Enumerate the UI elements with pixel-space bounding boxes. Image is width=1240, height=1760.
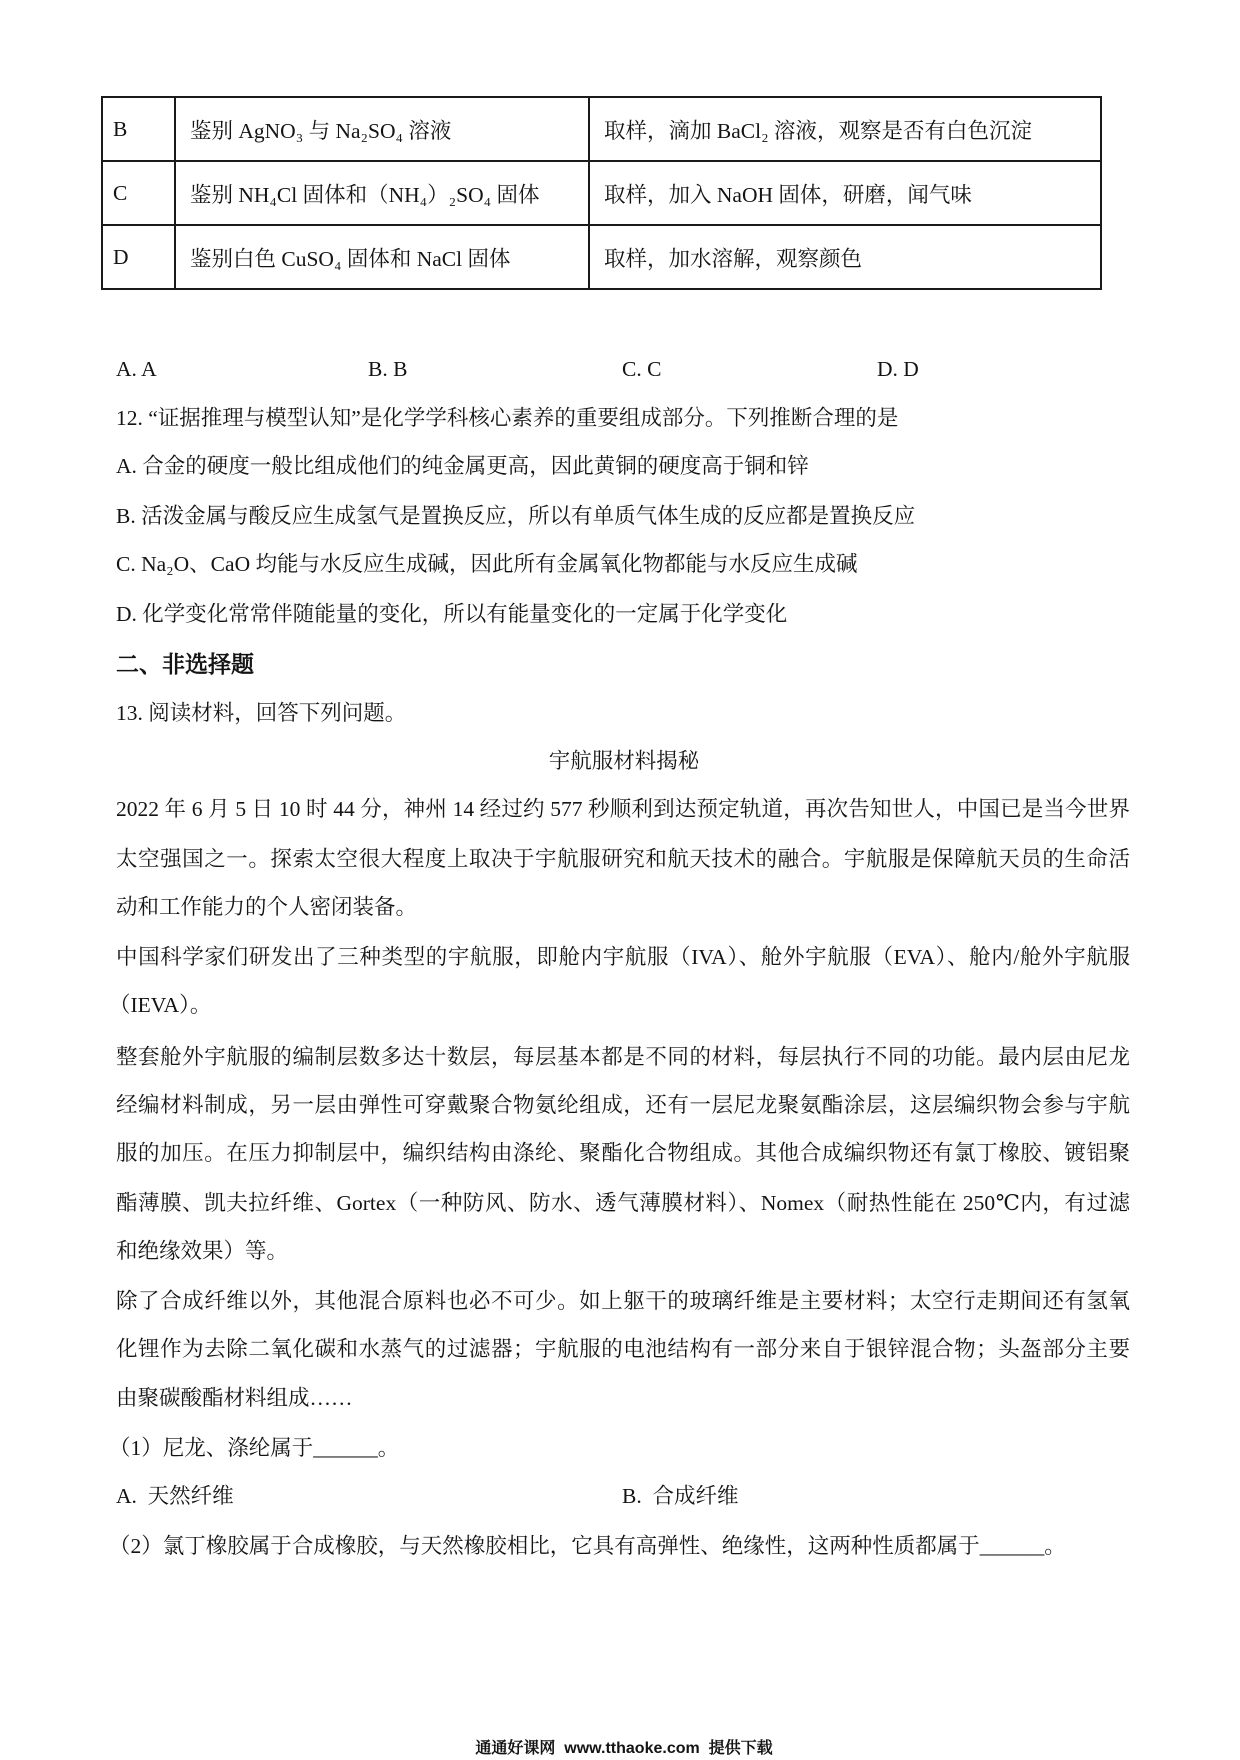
q13-sub1-option-a: A. 天然纤维 — [116, 1484, 234, 1508]
page-footer: 通通好课网 www.tthaoke.com 提供下载 — [475, 1740, 773, 1757]
table-row — [102, 225, 1101, 289]
section-heading: 二、非选择题 — [116, 651, 254, 677]
experiment-table — [101, 96, 1102, 290]
q13-stem: 13. 阅读材料，回答下列问题。 — [116, 701, 407, 725]
material-line: 酯薄膜、凯夫拉纤维、Gortex（一种防风、防水、透气薄膜材料）、Nomex（耐热性能在 250℃内，有过滤 — [116, 1191, 1130, 1215]
row-task: 鉴别白色 CuSO₄ 固体和 NaCl 固体 — [175, 225, 589, 289]
material-line: （IEVA）。 — [109, 993, 212, 1017]
table-row — [102, 97, 1101, 161]
row-task: 鉴别 AgNO₃ 与 Na₂SO₄ 溶液 — [175, 97, 589, 161]
q13-sub2: （2）氯丁橡胶属于合成橡胶，与天然橡胶相比，它具有高弹性、绝缘性，这两种性质都属于______。 — [109, 1534, 1066, 1558]
row-method: 取样，加水溶解，观察颜色 — [589, 225, 1101, 289]
material-line: 化锂作为去除二氧化碳和水蒸气的过滤器；宇航服的电池结构有一部分来自于银锌混合物；头盔部分主要 — [116, 1337, 1130, 1361]
q11-option-b: B. B — [368, 357, 408, 381]
q12-option-c: C. Na₂O、CaO 均能与水反应生成碱，因此所有金属氧化物都能与水反应生成碱 — [116, 552, 858, 576]
material-line: 和绝缘效果）等。 — [116, 1239, 289, 1263]
q13-sub1: （1）尼龙、涤纶属于______。 — [109, 1436, 400, 1460]
table-row — [102, 161, 1101, 225]
q12-option-b: B. 活泼金属与酸反应生成氢气是置换反应，所以有单质气体生成的反应都是置换反应 — [116, 504, 916, 528]
row-label: B — [102, 97, 175, 161]
material-line: 经编材料制成，另一层由弹性可穿戴聚合物氨纶组成，还有一层尼龙聚氨酯涂层，这层编织物会参与宇航 — [116, 1093, 1130, 1117]
row-task: 鉴别 NH₄Cl 固体和（NH₄）₂SO₄ 固体 — [175, 161, 589, 225]
material-line: 服的加压。在压力抑制层中，编织结构由涤纶、聚酯化合物组成。其他合成编织物还有氯丁橡胶、镀铝聚 — [116, 1141, 1130, 1165]
q11-option-c: C. C — [622, 357, 662, 381]
material-title: 宇航服材料揭秘 — [548, 749, 700, 773]
row-label: D — [102, 225, 175, 289]
material-line: 除了合成纤维以外，其他混合原料也必不可少。如上躯干的玻璃纤维是主要材料；太空行走期间还有氢氧 — [116, 1289, 1130, 1313]
material-line: 中国科学家们研发出了三种类型的宇航服，即舱内宇航服（IVA）、舱外宇航服（EVA）、舱内/舱外宇航服 — [116, 945, 1130, 969]
material-line: 2022 年 6 月 5 日 10 时 44 分，神州 14 经过约 577 秒顺利到达预定轨道，再次告知世人，中国已是当今世界 — [116, 797, 1130, 821]
material-line: 整套舱外宇航服的编制层数多达十数层，每层基本都是不同的材料，每层执行不同的功能。最内层由尼龙 — [116, 1045, 1130, 1069]
q11-option-a: A. A — [116, 357, 157, 381]
row-label: C — [102, 161, 175, 225]
material-line: 由聚碳酸酯材料组成…… — [116, 1386, 353, 1410]
row-method: 取样，加入 NaOH 固体，研磨，闻气味 — [589, 161, 1101, 225]
q12-option-a: A. 合金的硬度一般比组成他们的纯金属更高，因此黄铜的硬度高于铜和锌 — [116, 454, 809, 478]
q12-stem: 12. “证据推理与模型认知”是化学学科核心素养的重要组成部分。下列推断合理的是 — [116, 406, 899, 430]
q11-option-d: D. D — [877, 357, 919, 381]
material-line: 太空强国之一。探索太空很大程度上取决于宇航服研究和航天技术的融合。宇航服是保障航天员的生命活 — [116, 847, 1130, 871]
q12-option-d: D. 化学变化常常伴随能量的变化，所以有能量变化的一定属于化学变化 — [116, 602, 788, 626]
material-line: 动和工作能力的个人密闭装备。 — [116, 895, 418, 919]
row-method: 取样，滴加 BaCl₂ 溶液，观察是否有白色沉淀 — [589, 97, 1101, 161]
q13-sub1-option-b: B. 合成纤维 — [622, 1484, 739, 1508]
